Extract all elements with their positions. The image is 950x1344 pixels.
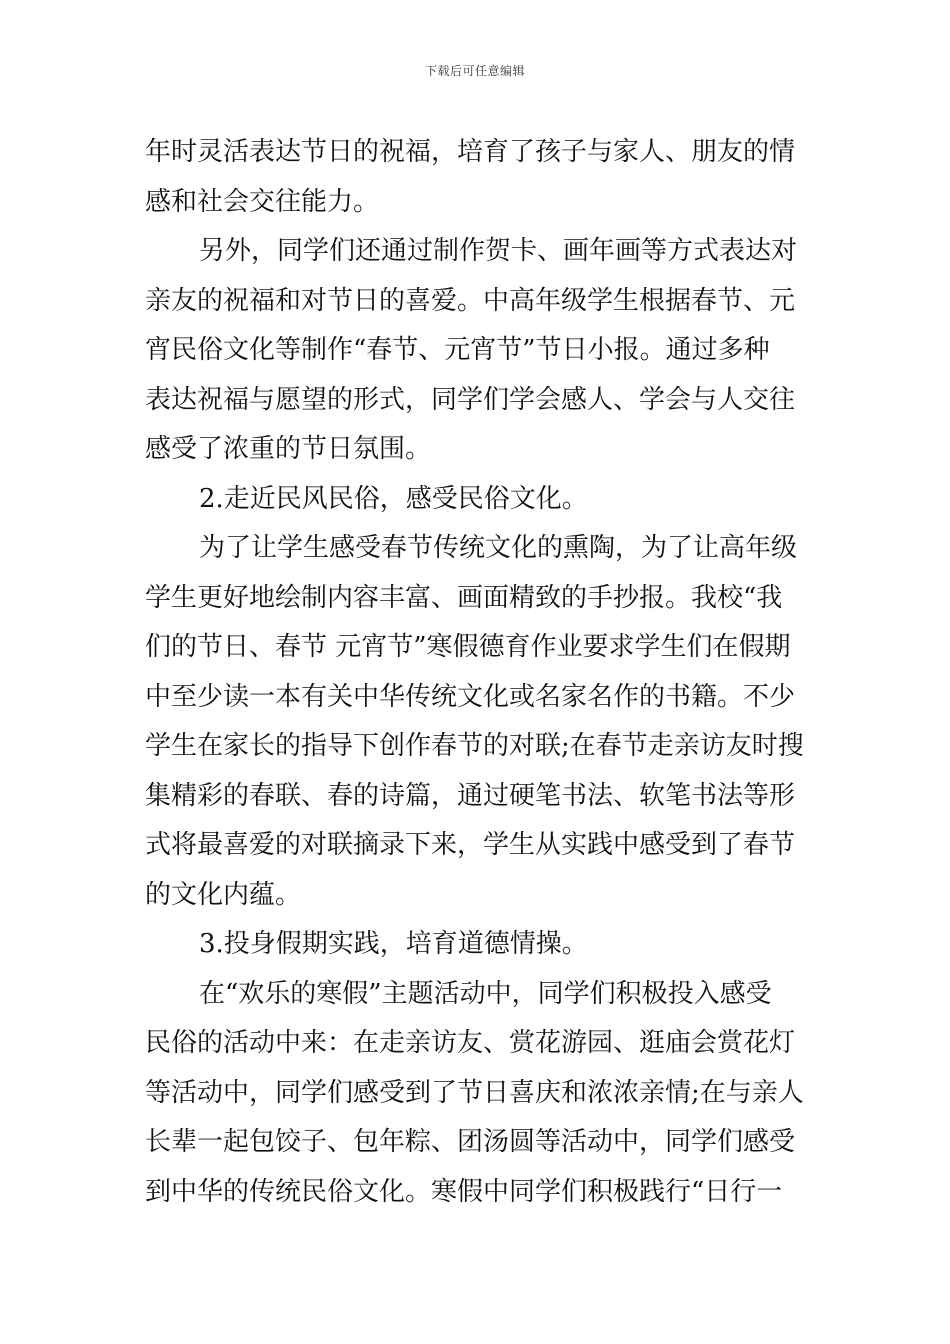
page-header: 下载后可任意编辑 — [424, 64, 525, 78]
text-line: 学生更好地绘制内容丰富、画面精致的手抄报。我校“我 — [145, 582, 783, 613]
text-line: 2.走近民风民俗，感受民俗文化。 — [199, 483, 588, 514]
text-line: 为了让学生感受春节传统文化的熏陶，为了让高年级 — [199, 533, 798, 563]
text-line: 学生在家长的指导下创作春节的对联;在春节走亲访友时搜 — [145, 731, 804, 761]
text-line: 感受了浓重的节日氛围。 — [145, 434, 432, 464]
text-line: 等活动中，同学们感受到了节日喜庆和浓浓亲情;在与亲人 — [145, 1077, 804, 1108]
text-line: 3.投身假期实践，培育道德情操。 — [199, 929, 588, 959]
text-line: 中至少读一本有关中华传统文化或名家名作的书籍。不少 — [145, 681, 796, 712]
text-line: 亲友的祝福和对节日的喜爱。中高年级学生根据春节、元 — [145, 285, 796, 316]
text-line: 到中华的传统民俗文化。寒假中同学们积极践行“日行一 — [145, 1176, 783, 1207]
text-line: 感和社会交往能力。 — [145, 186, 380, 217]
text-line: 式将最喜爱的对联摘录下来，学生从实践中感受到了春节 — [145, 830, 796, 860]
document-body — [145, 128, 810, 1217]
text-line: 们的节日、春节 元宵节”寒假德育作业要求学生们在假期 — [145, 632, 791, 662]
text-line: 另外，同学们还通过制作贺卡、画年画等方式表达对 — [199, 236, 798, 266]
text-line: 表达祝福与愿望的形式，同学们学会感人、学会与人交往 — [145, 384, 796, 415]
text-line: 年时灵活表达节日的祝福，培育了孩子与家人、朋友的情 — [145, 137, 796, 167]
text-line: 在“欢乐的寒假”主题活动中，同学们积极投入感受 — [199, 978, 772, 1009]
text-line: 长辈一起包饺子、包年粽、团汤圆等活动中，同学们感受 — [145, 1127, 796, 1157]
text-line: 集精彩的春联、春的诗篇，通过硬笔书法、软笔书法等形 — [145, 780, 796, 811]
text-line: 民俗的活动中来：在走亲访友、赏花游园、逛庙会赏花灯 — [145, 1028, 796, 1058]
text-line: 的文化内蕴。 — [145, 879, 302, 910]
text-line: 宵民俗文化等制作“春节、元宵节”节日小报。通过多种 — [145, 335, 770, 365]
